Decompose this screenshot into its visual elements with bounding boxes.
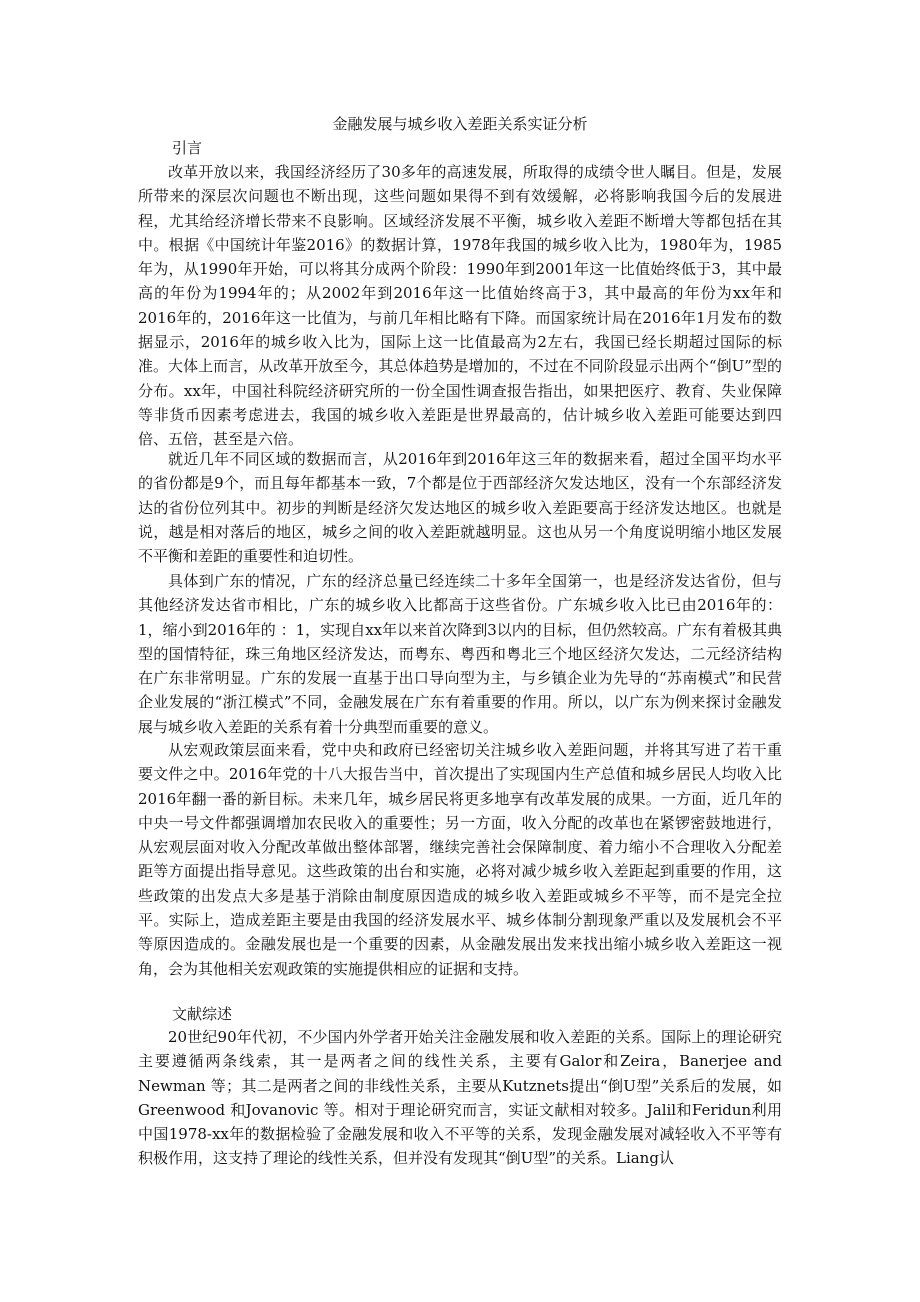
paragraph: 具体到广东的情况，广东的经济总量已经连续二十多年全国第一，也是经济发达省份，但与其他经济发达省市相比，广东的城乡收入比都高于这些省份。广东城乡收入比已由2016年的：1，缩小到2016年的 ：1，实现自xx年以来首次降到3以内的目标，但仍然较高。广东有着极其典型的国情特征，珠三角地区经济发达，而粤东、粤西和粤北三个地区经济欠发达，二元经济结构在广东非常明显。广东的发展一直基于出口导向型为主，与乡镇企业为先导的“苏南模式”和民营企业发展的“浙江模式”不同，金融发展在广东有着重要的作用。所以，以广东为例来探讨金融发展与城乡收入差距的关系有着十分典型而重要的意义。 [138, 572, 782, 736]
paragraph: 20世纪90年代初，不少国内外学者开始关注金融发展和收入差距的关系。国际上的理论研究主要遵循两条线索，其一是两者之间的线性关系，主要有Galor和Zeira，Banerjee and Newman 等；其二是两者之间的非线性关系，主要从Kutznets提出“倒U型”关系后的发展，如Greenwood 和Jovanovic 等。相对于理论研究而言，实证文献相对较多。Jalil和Feridun利用中国1978-xx年的数据检验了金融发展和收入不平等的关系，发现金融发展对减轻收入不平等有积极作用，这支持了理论的线性关系，但并没有发现其“倒U型”的关系。Liang认 [138, 1028, 782, 1168]
paragraph: 就近几年不同区域的数据而言，从2016年到2016年这三年的数据来看，超过全国平均水平的省份都是9个，而且每年都基本一致，7个都是位于西部经济欠发达地区，没有一个东部经济发达的省份位列其中。初步的判断是经济欠发达地区的城乡收入差距要高于经济发达地区。也就是说，越是相对落后的地区，城乡之间的收入差距就越明显。这也从另一个角度说明缩小地区发展不平衡和差距的重要性和迫切性。 [138, 450, 782, 566]
paragraph: 改革开放以来，我国经济经历了30多年的高速发展，所取得的成绩令世人瞩目。但是，发展所带来的深层次问题也不断出现，这些问题如果得不到有效缓解，必将影响我国今后的发展进程，尤其给经济增长带来不良影响。区域经济发展不平衡，城乡收入差距不断增大等都包括在其中。根据《中国统计年鉴2016》的数据计算，1978年我国的城乡收入比为，1980年为，1985年为，从1990年开始，可以将其分成两个阶段：1990年到2001年这一比值始终低于3，其中最高的年份为1994年的；从2002年到2016年这一比值始终高于3，其中最高的年份为xx年和2016年的，2016年这一比值为，与前几年相比略有下降。而国家统计局在2016年1月发布的数据显示，2016年的城乡收入比为，国际上这一比值最高为2左右，我国已经长期超过国际的标准。大体上而言，从改革开放至今，其总体趋势是增加的，不过在不同阶段显示出两个“倒U”型的分布。xx年，中国社科院经济研究所的一份全国性调查报告指出，如果把医疗、教育、失业保障等非货币因素考虑进去，我国的城乡收入差距是世界最高的，估计城乡收入差距可能要达到四倍、五倍，甚至是六倍。 [138, 163, 782, 449]
document-title: 金融发展与城乡收入差距关系实证分析 [332, 115, 588, 133]
section-heading-literature-review: 文献综述 [172, 1005, 233, 1023]
section-heading-introduction: 引言 [172, 139, 203, 157]
paragraph: 从宏观政策层面来看，党中央和政府已经密切关注城乡收入差距问题，并将其写进了若干重要文件之中。2016年党的十八大报告当中，首次提出了实现国内生产总值和城乡居民人均收入比2016年翻一番的新目标。未来几年，城乡居民将更多地享有改革发展的成果。一方面，近几年的中央一号文件都强调增加农民收入的重要性；另一方面，收入分配的改革也在紧锣密鼓地进行，从宏观层面对收入分配改革做出整体部署，继续完善社会保障制度、着力缩小不合理收入分配差距等方面提出指导意见。这些政策的出台和实施，必将对减少城乡收入差距起到重要的作用，这些政策的出发点大多是基于消除由制度原因造成的城乡收入差距或城乡不平等，而不是完全拉平。实际上，造成差距主要是由我国的经济发展水平、城乡体制分割现象严重以及发展机会不平等原因造成的。金融发展也是一个重要的因素，从金融发展出发来找出缩小城乡收入差距这一视角，会为其他相关宏观政策的实施提供相应的证据和支持。 [138, 741, 782, 978]
